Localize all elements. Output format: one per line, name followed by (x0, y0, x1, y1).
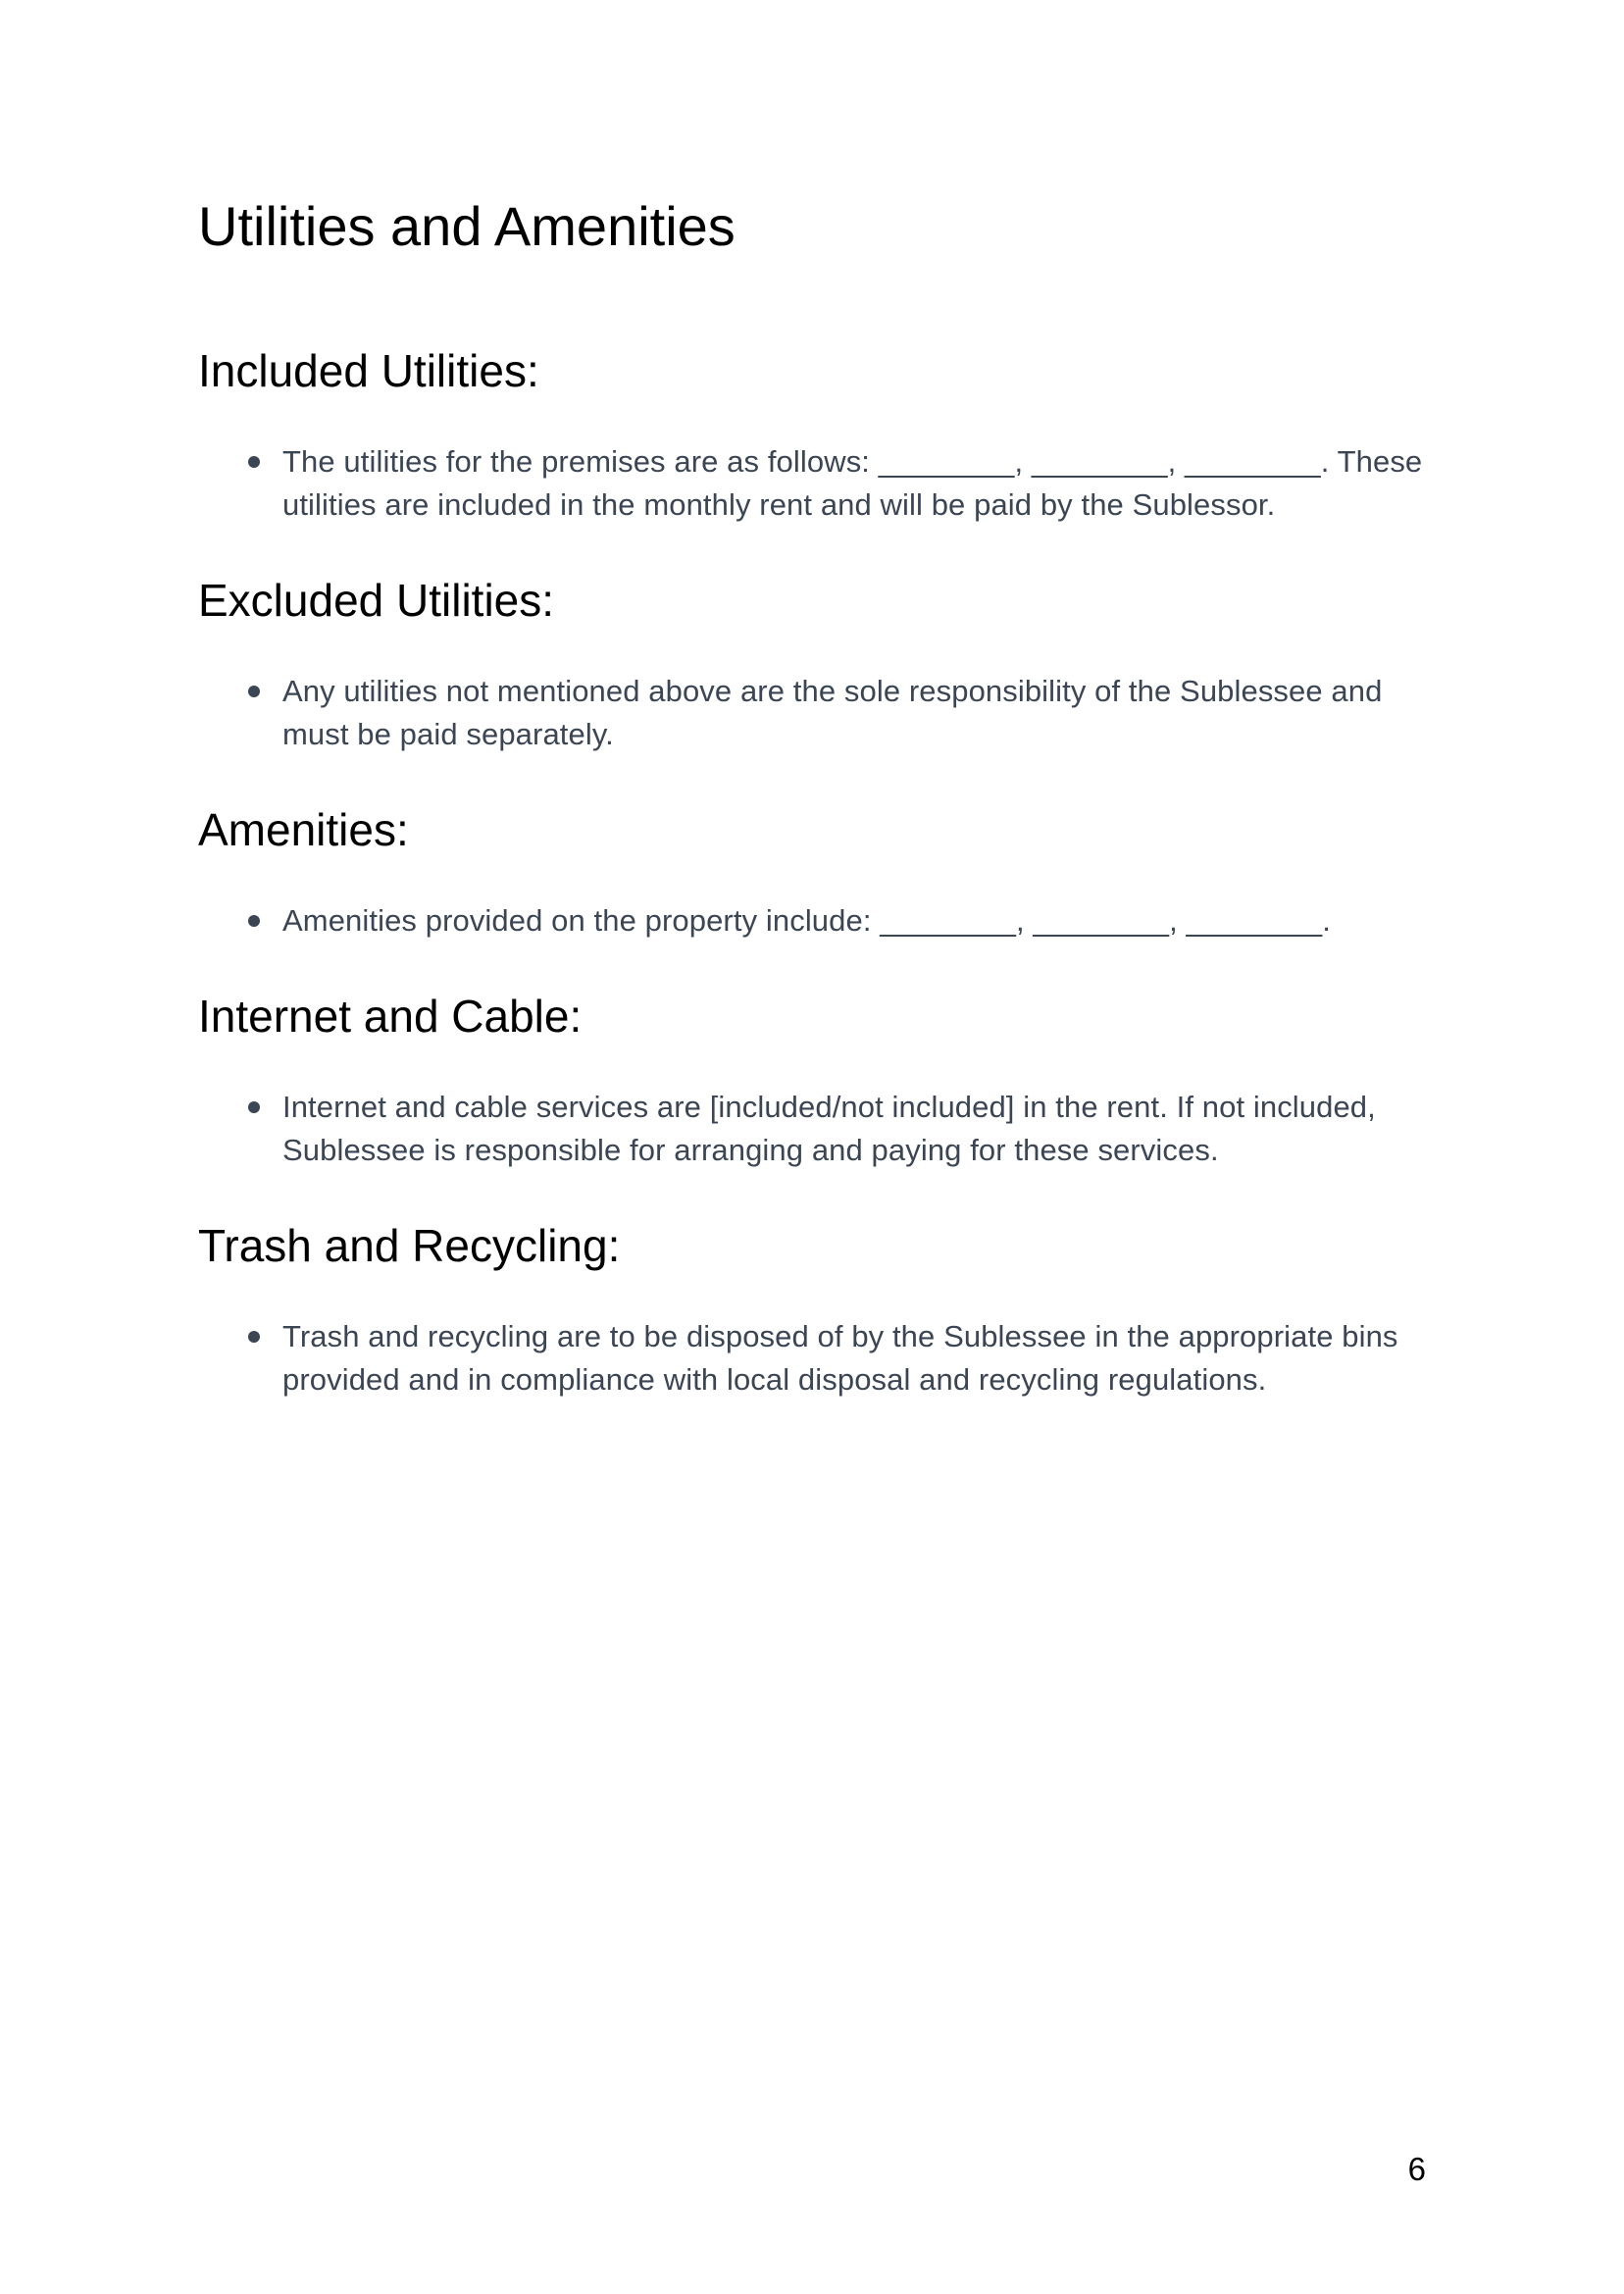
page-number: 6 (1407, 2151, 1426, 2187)
bullet-item: The utilities for the premises are as follows: ________, ________, ________. These utilities are included in the monthly rent and will be paid by the Sublessor. (282, 440, 1426, 527)
bullet-item: Trash and recycling are to be disposed of by the Sublessee in the appropriate bins provided and in compliance with local disposal and recycling regulations. (282, 1315, 1426, 1402)
bullet-list-excluded-utilities (198, 670, 1426, 756)
bullet-item: Internet and cable services are [included/not included] in the rent. If not included, Sublessee is responsible for arranging and paying for these services. (282, 1086, 1426, 1172)
bullet-item: Any utilities not mentioned above are the sole responsibility of the Sublessee and must be paid separately. (282, 670, 1426, 756)
bullet-list-included-utilities (198, 440, 1426, 527)
section-heading-included-utilities: Included Utilities: (198, 345, 539, 396)
bullet-list-amenities (198, 899, 1426, 943)
bullet-list-trash-and-recycling (198, 1315, 1426, 1402)
bullet-item: Amenities provided on the property include: ________, ________, ________. (282, 899, 1426, 943)
page-title: Utilities and Amenities (198, 195, 736, 257)
section-heading-amenities: Amenities: (198, 804, 409, 855)
bullet-list-internet-and-cable (198, 1086, 1426, 1172)
section-heading-internet-and-cable: Internet and Cable: (198, 991, 583, 1042)
section-heading-excluded-utilities: Excluded Utilities: (198, 575, 555, 626)
section-heading-trash-and-recycling: Trash and Recycling: (198, 1220, 621, 1271)
